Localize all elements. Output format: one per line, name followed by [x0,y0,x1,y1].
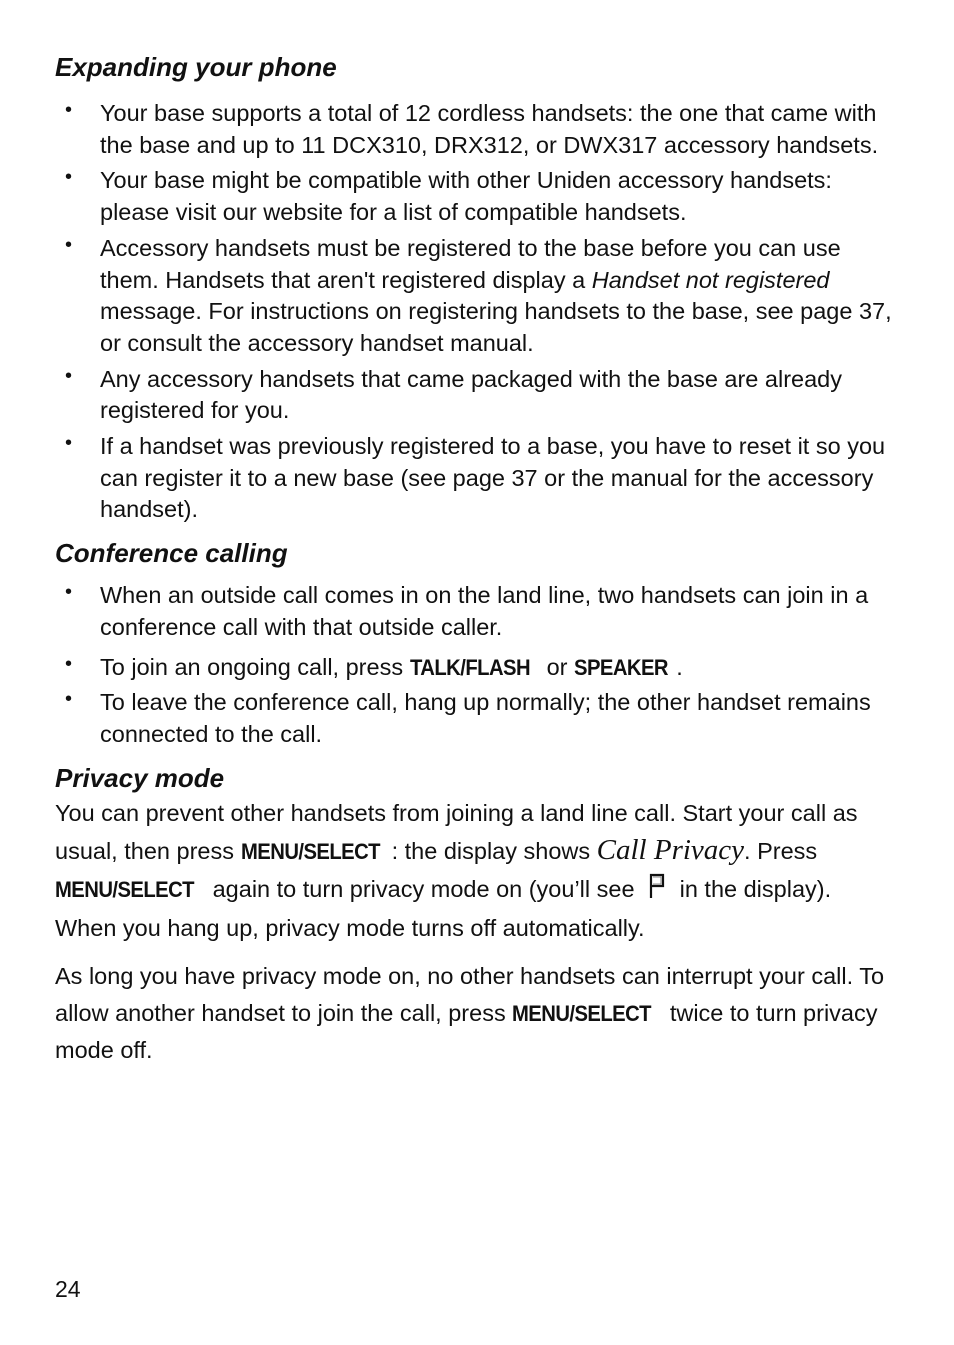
key-speaker: SPEAKER [574,654,669,680]
bullet-text: To join an ongoing call, press [100,653,410,680]
page-number: 24 [55,1276,81,1302]
bullet-icon: • [65,432,73,455]
paragraph-text: . Press [744,838,818,865]
bullet-icon: • [65,364,73,387]
list-item [55,431,895,526]
bullet-icon: • [65,166,73,189]
bullet-icon: • [65,233,73,256]
heading-privacy-mode: Privacy mode [55,762,225,793]
paragraph-text: again to turn privacy mode on (you’ll see [206,875,642,902]
conference-bullet-list [55,580,895,751]
key-menu-select: MENU/SELECT [55,876,194,902]
bullet-text: Accessory handsets must be registered to the base before you can use them. Handsets that aren't registered display a [100,234,841,293]
bullet-text: or [540,653,575,680]
key-menu-select: MENU/SELECT [240,839,380,865]
paragraph-text: As long you have privacy mode on, no other handsets can interrupt your call. To allow another handset to join the call, press [55,962,885,1026]
paragraph-text: in the display). When you hang up, privacy mode turns off automatically. [55,875,832,942]
bullet-icon: • [65,688,73,711]
list-item [55,364,895,427]
bullet-text: When an outside call comes in on the land line, two handsets can join in a conference call with that outside caller. [100,582,869,640]
bullet-text: message. For instructions on registering handsets to the base, see page 37, or consult the accessory handset manual. [100,298,892,356]
display-text-call-privacy: Call Privacy [596,834,745,867]
list-item [55,652,895,684]
bullet-icon: • [65,99,73,121]
list-item [55,98,895,161]
bullet-icon: • [65,581,73,604]
bullet-text: If a handset was previously registered to a base, you have to reset it so you can register it to a new base (see page 37 or the manual for the accessory handset). [100,433,886,523]
bullet-emphasis: Handset not registered [591,266,830,293]
list-item [55,233,895,360]
bullet-text: Any accessory handsets that came packaged with the base are already registered for you. [100,365,842,424]
paragraph-text: You can prevent other handsets from joining a land line call. Start your call as usual, then press [55,799,858,865]
privacy-p-icon [649,873,667,911]
heading-conference-calling: Conference calling [55,538,288,569]
key-menu-select: MENU/SELECT [512,1000,652,1026]
bullet-text: Your base might be compatible with other Uniden accessory handsets: please visit our website for a list of compatible handsets. [100,167,832,226]
privacy-paragraph-1 [55,795,895,948]
manual-page [55,48,895,1069]
bullet-icon: • [65,652,73,675]
list-item [55,687,895,750]
heading-expanding-your-phone: Expanding your phone [55,52,337,82]
expanding-bullet-list [55,98,895,526]
paragraph-text: : the display shows [391,838,597,865]
list-item [55,165,895,228]
bullet-text: To leave the conference call, hang up normally; the other handset remains connected to the call. [100,689,871,747]
paragraph-text: twice to turn privacy mode off. [55,999,878,1063]
bullet-text: Your base supports a total of 12 cordless handsets: the one that came with the base and up to 11 DCX310, DRX312, or DWX317 accessory handsets. [100,100,879,158]
list-item [55,580,895,643]
key-talk-flash: TALK/FLASH [409,654,530,680]
bullet-text: . [676,653,683,680]
privacy-paragraph-2 [55,958,895,1069]
